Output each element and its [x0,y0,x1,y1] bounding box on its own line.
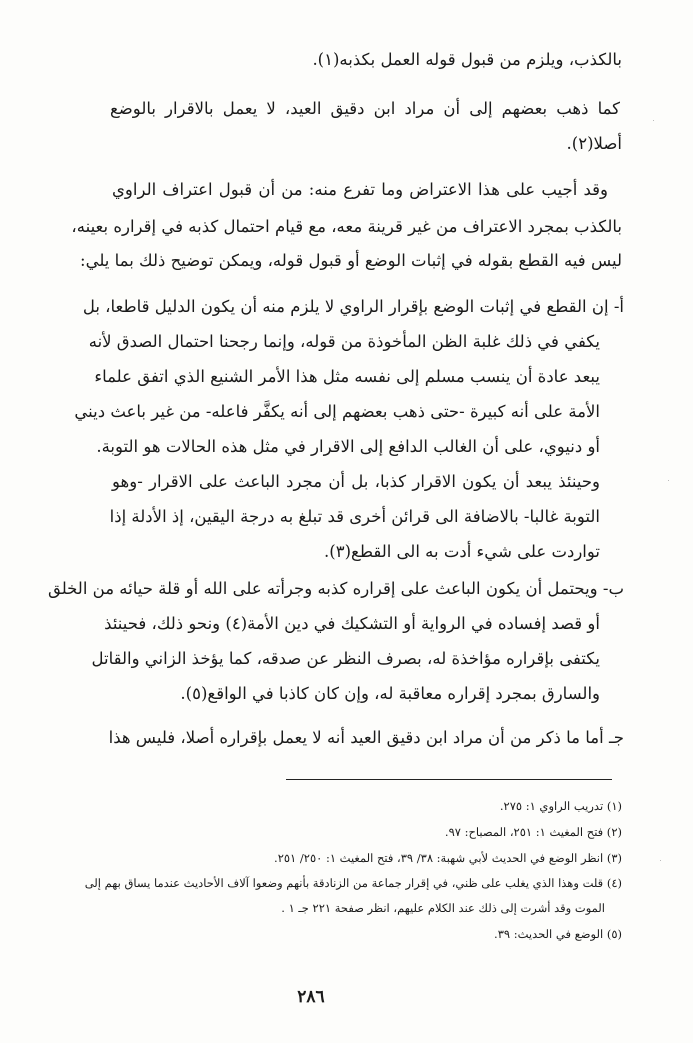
footnote-1: (١) تدريب الراوي ١: ٢٧٥. [499,799,622,813]
footnote-5: (٥) الوضع في الحديث: ٣٩. [494,927,622,941]
body-line-9: يبعد عادة أن ينسب مسلم إلى نفسه مثل هذا الأمر الشنيع الذي اتفق علماء [94,367,600,386]
scan-speck [668,480,669,481]
body-line-8: يكفي في ذلك غلبة الظن المأخوذة من قوله، وإنما رجحنا احتمال الصدق لأنه [88,332,600,351]
body-line-17: يكتفى بإقراره مؤاخذة له، بصرف النظر عن صدقه، كما يؤخذ الزاني والقاتل [91,649,600,668]
body-line-12: وحينئذ يبعد أن يكون الاقرار كذبا، بل أن مجرد الباعث على الاقرار -وهو [112,472,600,491]
body-line-15: ب- ويحتمل أن يكون الباعث على إقراره كذبه وجرأته على الله أو قلة حيائه من الخلق [47,579,624,598]
body-line-13: التوبة غالبا- بالاضافة الى قرائن أخرى قد تبلغ به درجة اليقين، إذ الأدلة إذا [109,507,600,526]
footnote-3: (٣) انظر الوضع في الحديث لأبي شهبة: ٣٨/ ٣٩، فتح المغيث ١: ٢٥٠/ ٢٥١. [274,851,622,865]
body-line-18: والسارق بمجرد إقراره معاقبة له، وإن كان كاذبا في الواقع(٥). [180,684,600,703]
scan-speck [653,120,654,121]
footnote-2: (٢) فتح المغيث ١: ٢٥١، المصباح: ٩٧. [444,825,622,839]
page-number: ٢٨٦ [297,987,325,1007]
body-line-4: وقد أجيب على هذا الاعتراض وما تفرع منه: من أن قبول اعتراف الراوي [112,180,608,199]
footnote-divider [286,779,612,780]
footnote-4: (٤) قلت وهذا الذي يغلب على ظني، في إقرار جماعة من الزنادقة بأنهم وضعوا آلاف الأحاديث عندما يساق بهم إلى [84,876,622,890]
body-line-10: الأمة على أنه كبيرة -حتى ذهب بعضهم إلى أنه يكفَّر فاعله- من غير باعث ديني [74,402,600,421]
body-line-1: بالكذب، ويلزم من قبول قوله العمل بكذبه(١). [312,50,622,69]
body-line-3: أصلا(٢). [566,134,622,153]
body-line-7: أ- إن القطع في إثبات الوضع بإقرار الراوي لا يلزم منه أن يكون الدليل قاطعا، بل [82,297,624,316]
body-line-14: تواردت على شيء أدت به الى القطع(٣). [324,542,600,561]
body-line-11: أو دنيوي، على أن الغالب الدافع إلى الاقرار في مثل هذه الحالات هو التوبة. [96,437,600,456]
footnote-4-continuation: الموت وقد أشرت إلى ذلك عند الكلام عليهم، انظر صفحة ٢٢١ جـ ١ . [281,901,605,915]
body-line-16: أو قصد إفساده في الرواية أو التشكيك في دين الأمة(٤) ونحو ذلك، فحينئذ [104,614,600,633]
body-line-19: جـ أما ما ذكر من أن مراد ابن دقيق العيد أنه لا يعمل بإقراره أصلا، فليس هذا [108,728,624,747]
body-line-6: ليس فيه القطع بقوله في إثبات الوضع أو قبول قوله، ويمكن توضيح ذلك بما يلي: [80,251,622,270]
scan-speck [660,860,661,861]
body-line-5: بالكذب بمجرد الاعتراف من غير قرينة معه، مع قيام احتمال كذبه في إقراره بعينه، [71,217,622,236]
body-line-2: كما ذهب بعضهم إلى أن مراد ابن دقيق العيد، لا يعمل بالاقرار بالوضع [110,99,620,118]
